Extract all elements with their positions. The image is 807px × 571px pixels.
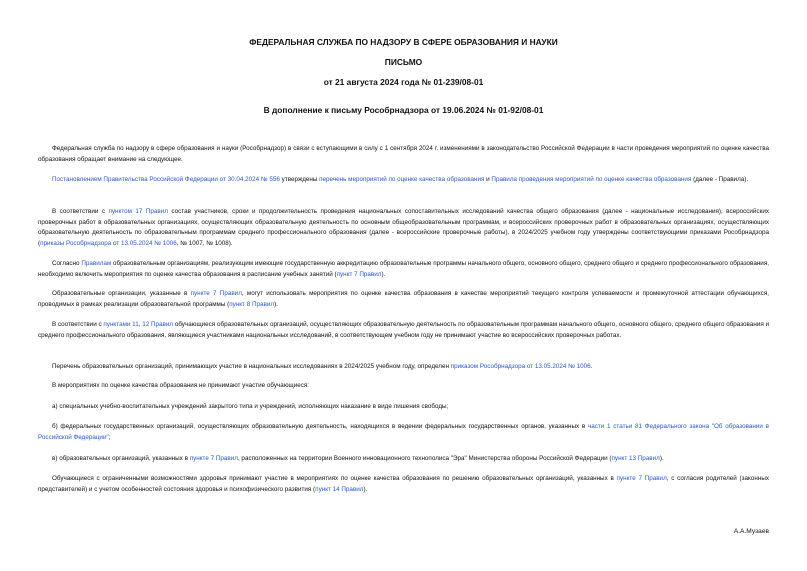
paragraph-text: Перечень образовательных организаций, принимающих участие в национальных исследованиях в 2024/2025 учебном году, определен [52, 363, 451, 370]
document-link[interactable]: перечень мероприятий по оценке качества образования [319, 176, 485, 183]
agency-title: ФЕДЕРАЛЬНАЯ СЛУЖБА ПО НАДЗОРУ В СФЕРЕ ОБРАЗОВАНИЯ И НАУКИ [249, 37, 558, 47]
paragraph-text: обучающиеся образовательных организаций, осуществляющих образовательную деятельность по образовательным программам начального общего, основного общего, среднего общего образования и среднего профессионального образования, являющиеся участниками национальных исследований, в соответствующем учебном году не принимают участие во всероссийских проверочных работах. [38, 321, 770, 339]
document-link[interactable]: пункт 14 Правил [315, 485, 364, 493]
paragraph-text: а) специальных учебно-воспитательных учреждений закрытого типа и учреждений, исполняющих наказание в виде лишения свободы; [52, 403, 449, 410]
document-link[interactable]: Постановлением Правительства Российской Федерации от 30.04.2024 № 556 [52, 176, 280, 183]
paragraph-text: В мероприятиях по оценке качества образования не принимают участие обучающиеся: [52, 382, 310, 389]
doc-date-number: от 21 августа 2024 года № 01-239/08-01 [323, 77, 484, 87]
paragraph [38, 474, 769, 495]
paragraph-text: и [484, 176, 492, 183]
paragraph-text: Образовательные организации, указанные в [52, 290, 191, 297]
paragraph-text: Обучающиеся с ограниченными возможностями здоровья принимают участие в мероприятиях по оценке качества образования по решению образовательных организаций, указанных в [52, 475, 617, 482]
paragraph-text: В соответствии с [52, 321, 104, 328]
document-link[interactable]: пунктами 11 [103, 321, 139, 328]
doc-type: ПИСЬМО [384, 57, 423, 67]
paragraph-text: , могут использовать мероприятия по оценке качества образования в качестве мероприятий текущего контроля успеваемости и промежуточной аттестации обучающихся, проводимых в рамках реализации образовательной программы ( [38, 290, 769, 308]
document-link[interactable]: части 1 статьи 81 Федерального закона "Об образовании в Российской Федерации" [38, 423, 769, 441]
paragraph-text: Согласно [52, 260, 82, 267]
paragraph [38, 175, 769, 186]
paragraph-text: Федеральная служба по надзору в сфере образования и науки (Рособрнадзор) в связи с вступающими в силу с 1 сентября 2024 г. изменениями в законодательство Российской Федерации в части проведения мероприятий по оценке качества образования обращает внимание на следующее. [38, 145, 769, 163]
paragraph-text: утверждены [279, 176, 320, 183]
paragraph-text: , с согласия родителей (законных представителей) и с учетом особенностей состояния здоровья и психофизического развития ( [38, 475, 770, 493]
doc-subject: В дополнение к письму Рособрнадзора от 19.06.2024 № 01-92/08-01 [263, 105, 544, 115]
document-link[interactable]: Правила проведения мероприятий по оценке качества образования [491, 176, 692, 183]
paragraph [38, 422, 769, 443]
paragraph [38, 362, 769, 373]
paragraph-text: образовательным организациям, реализующим имеющие государственную аккредитацию образовательные программы начального общего, основного общего, среднего общего и среднего профессионального образования, необходимо включить мероприятия по оценке качества образования в расписание учебных занятий ( [38, 260, 769, 278]
paragraph [38, 207, 769, 249]
paragraph-text: , [138, 321, 143, 328]
paragraph-text: ; [108, 433, 111, 441]
document-link[interactable]: приказы Рособрнадзора от 13.05.2024 № 1006 [40, 239, 177, 247]
paragraph [38, 381, 769, 392]
paragraph-text: ). [363, 485, 368, 493]
document-link[interactable]: 12 Правил [142, 321, 174, 328]
paragraph [38, 259, 769, 280]
paragraph-text: б) федеральных государственных организаций, осуществляющих образовательную деятельность, находящихся в ведении федеральных государственных органов, указанных в [52, 423, 588, 430]
paragraph [38, 402, 769, 413]
document-link[interactable]: пункт 7 Правил [336, 270, 382, 278]
document-link[interactable]: пункте 7 Правил [189, 455, 238, 462]
document-link[interactable]: Правилам [81, 260, 112, 267]
paragraph-text: ). [381, 270, 386, 278]
document-link[interactable]: пункте 7 Правил [616, 475, 667, 482]
paragraph-text: . [590, 363, 593, 370]
document-link[interactable]: приказом Рособрнадзора от 13.05.2024 № 1006 [450, 363, 591, 370]
paragraph-text: (далее - Правила). [691, 176, 749, 183]
paragraph-text: состав участников, сроки и продолжительность проведения национальных сопоставительных исследований качества общего образования (далее - национальные исследования), всероссийских проверочных работ в образовательных организациях, осуществляющих образовательную деятельность по основным общеобразовательным программам, и всероссийских проверочных работ в образовательных организациях, осуществляющих образовательную деятельность по образовательным программам среднего профессионального образования (далее - всероссийские проверочные работы), в 2024/2025 учебном году утверждены соответствующими приказами Рособрнадзора ( [38, 208, 770, 247]
paragraph-text: , № 1007, № 1008). [176, 239, 233, 247]
document-link[interactable]: пунктом 17 Правил [108, 208, 168, 215]
paragraph-text: В соответствии с [52, 208, 109, 215]
paragraph-text: ). [659, 455, 664, 462]
paragraph [38, 144, 769, 165]
paragraph [38, 289, 769, 310]
paragraph [38, 320, 769, 341]
document-link[interactable]: пункт 13 Правил [611, 455, 660, 462]
paragraph-text: ). [274, 300, 278, 308]
paragraph-text: , расположенных на территории Военного инновационного технополиса "Эра" Министерства обороны Российской Федерации ( [237, 455, 612, 462]
document-link[interactable]: пункте 7 Правил [190, 290, 242, 297]
document-link[interactable]: пункт 8 Правил [229, 300, 275, 308]
signature: А.А.Музаев [733, 528, 769, 535]
paragraph-text: в) образовательных организаций, указанных в [52, 455, 190, 462]
paragraph [38, 454, 769, 465]
